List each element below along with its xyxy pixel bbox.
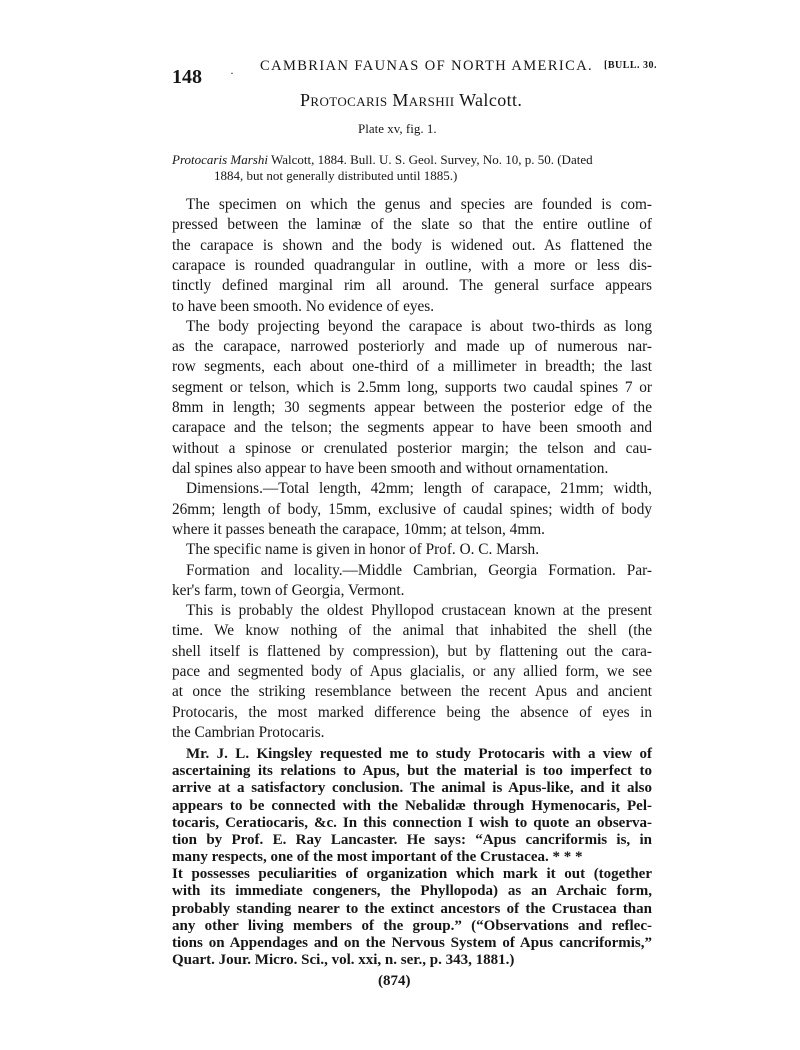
body-line: the carapace is shown and the body is widened out. As flattened the — [172, 237, 652, 254]
bulletin-marker: [BULL. 30. — [604, 60, 658, 71]
body-line: carapace is rounded quadrangular in outline, with a more or less dis- — [172, 257, 652, 274]
body-line: pace and segmented body of Apus glacialis, or any allied form, we see — [172, 663, 652, 680]
body-line: appears to be connected with the Nebalidæ through Hymenocaris, Pel- — [172, 798, 652, 814]
body-line: 26mm; length of body, 15mm, exclusive of caudal spines; width of body — [172, 501, 652, 518]
body-line: Formation and locality.—Middle Cambrian, Georgia Formation. Par- — [186, 562, 652, 579]
body-line: where it passes beneath the carapace, 10mm; at telson, 4mm. — [172, 521, 545, 538]
species-title — [300, 90, 522, 111]
body-line: tion by Prof. E. Ray Lancaster. He says: “Apus cancriformis is, in — [172, 832, 652, 848]
body-line: without a spinose or crenulated posterior margin; the telson and cau- — [172, 440, 652, 457]
body-line: This is probably the oldest Phyllopod crustacean known at the present — [186, 602, 652, 619]
body-line: dal spines also appear to have been smooth and without ornamentation. — [172, 460, 609, 477]
body-line: The body projecting beyond the carapace is about two-thirds as long — [186, 318, 652, 335]
running-title: CAMBRIAN FAUNAS OF NORTH AMERICA. — [260, 58, 594, 74]
citation-species: Protocaris Marshi — [172, 152, 268, 167]
body-line: ker's farm, town of Georgia, Vermont. — [172, 582, 405, 599]
page-number: 148 — [172, 66, 202, 88]
species-name: Protocaris Marshii — [300, 90, 455, 110]
plate-reference: Plate xv, fig. 1. — [358, 121, 437, 136]
body-line: any other living members of the group.” (“Observations and reflec- — [172, 918, 652, 934]
body-line: arrive at a satisfactory conclusion. The animal is Apus-like, and it also — [172, 780, 652, 796]
body-line: at once the striking resemblance between the recent Apus and ancient — [172, 683, 652, 700]
body-line: The specimen on which the genus and species are founded is com- — [186, 196, 652, 213]
body-line: The specific name is given in honor of Prof. O. C. Marsh. — [186, 541, 540, 558]
body-line: pressed between the laminæ of the slate so that the entire outline of — [172, 216, 652, 233]
body-line: to have been smooth. No evidence of eyes. — [172, 298, 435, 315]
body-line: probably standing nearer to the extinct ancestors of the Crustacea than — [172, 901, 652, 917]
header-dot: · — [230, 66, 234, 80]
body-line: with its immediate congeners, the Phyllopoda) as an Archaic form, — [172, 883, 652, 899]
body-line: Dimensions.—Total length, 42mm; length of carapace, 21mm; width, — [186, 480, 652, 497]
body-line: tinctly defined marginal rim all around. The general surface appears — [172, 277, 652, 294]
body-line: time. We know nothing of the animal that inhabited the shell (the — [172, 622, 652, 639]
body-line: as the carapace, narrowed posteriorly and made up of numerous nar- — [172, 338, 652, 355]
body-line: tocaris, Ceratiocaris, &c. In this connection I wish to quote an observa- — [172, 815, 652, 831]
body-line: carapace and the telson; the segments appear to have been smooth and — [172, 419, 652, 436]
citation-line-1 — [172, 152, 652, 168]
body-line: It possesses peculiarities of organization which mark it out (together — [172, 866, 652, 882]
body-line: tions on Appendages and on the Nervous System of Apus cancriformis,” — [172, 935, 652, 951]
species-author: Walcott. — [459, 90, 523, 110]
page-footer-number: (874) — [378, 973, 411, 989]
body-line: Protocaris, the most marked difference being the absence of eyes in — [172, 704, 652, 721]
body-line: Mr. J. L. Kingsley requested me to study Protocaris with a view of — [186, 746, 652, 762]
body-line: the Cambrian Protocaris. — [172, 724, 325, 741]
body-line: shell itself is flattened by compression), but by flattening out the cara- — [172, 643, 652, 660]
body-line: ascertaining its relations to Apus, but the material is too imperfect to — [172, 763, 652, 779]
body-line: 8mm in length; 30 segments appear between the posterior edge of the — [172, 399, 652, 416]
body-line: Quart. Jour. Micro. Sci., vol. xxi, n. ser., p. 343, 1881.) — [172, 952, 515, 968]
citation-line-2: 1884, but not generally distributed until 1885.) — [214, 168, 458, 183]
citation-text: Walcott, 1884. Bull. U. S. Geol. Survey, No. 10, p. 50. (Dated — [267, 152, 593, 167]
body-line: row segments, each about one-third of a millimeter in breadth; the last — [172, 358, 652, 375]
body-line: many respects, one of the most important of the Crustacea. * * * — [172, 849, 583, 865]
body-line: segment or telson, which is 2.5mm long, supports two caudal spines 7 or — [172, 379, 652, 396]
running-header — [172, 52, 672, 88]
